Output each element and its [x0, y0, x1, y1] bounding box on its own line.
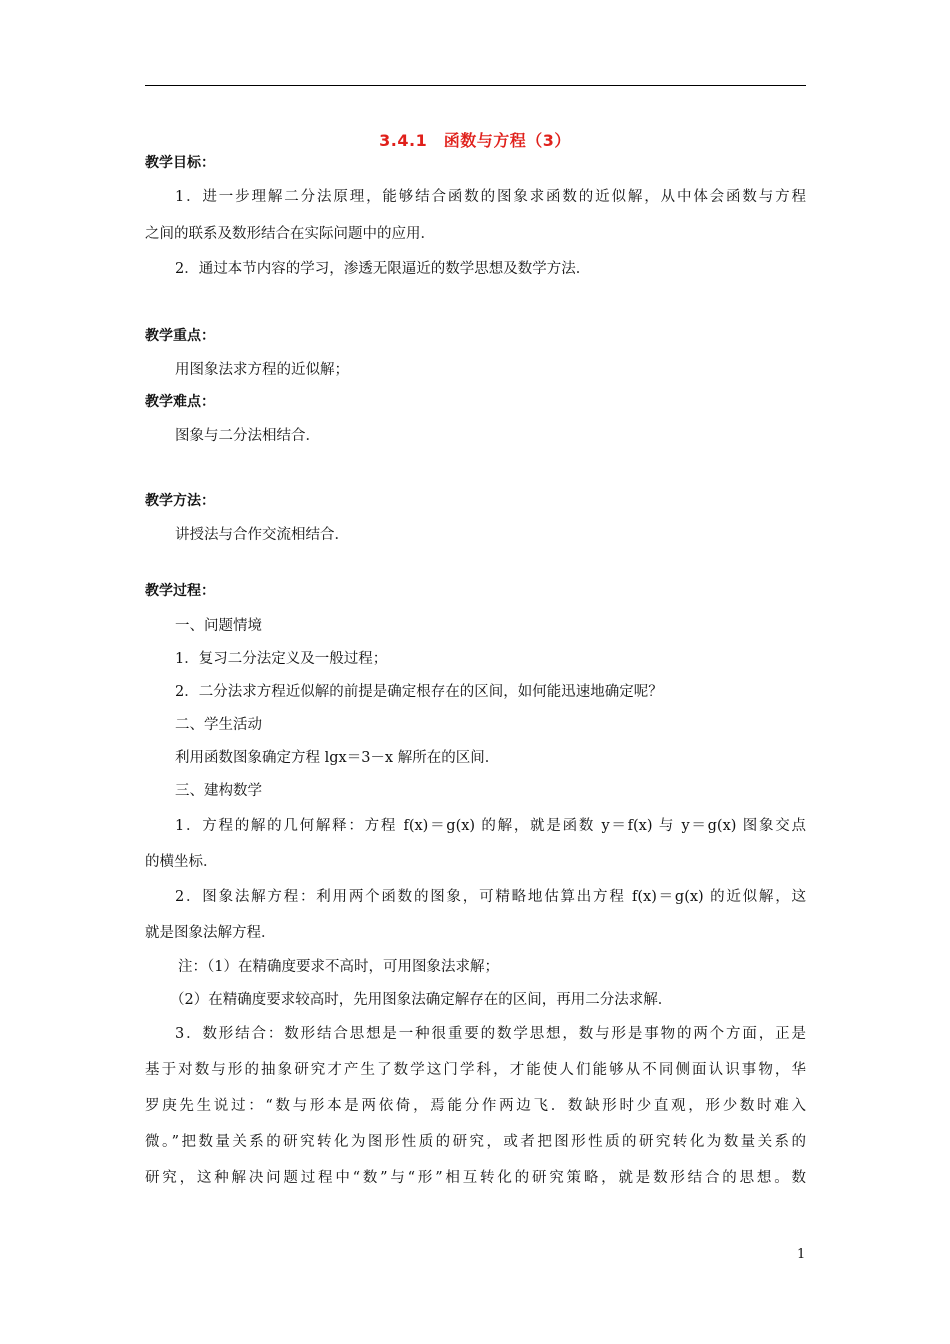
process-line-5: 利用函数图象确定方程 lgx＝3－x 解所在的区间．: [175, 750, 500, 766]
key-points-text: 用图象法求方程的近似解；: [175, 362, 349, 378]
process-line-2: 1．复习二分法定义及一般过程；: [175, 651, 388, 667]
goals-heading: 教学目标：: [145, 155, 215, 171]
document-title: 3.4.1 函数与方程（3）: [379, 131, 571, 150]
process-line-13: 3．数形结合：数形结合思想是一种很重要的数学思想，数与形是事物的两个方面，正是: [175, 1026, 806, 1042]
note-line-1: 注：（1）在精确度要求不高时，可用图象法求解；: [178, 959, 499, 975]
process-line-8: 的横坐标．: [145, 854, 218, 870]
process-line-10: 就是图象法解方程．: [145, 925, 276, 941]
method-heading: 教学方法：: [145, 493, 215, 509]
goals-line-2: 之间的联系及数形结合在实际问题中的应用．: [145, 226, 435, 242]
key-points-heading: 教学重点：: [145, 328, 215, 344]
process-line-4: 二、学生活动: [175, 717, 262, 733]
process-line-9: 2．图象法解方程：利用两个函数的图象，可精略地估算出方程 f(x)＝g(x) 的近似解，这: [175, 889, 806, 905]
process-line-6: 三、建构数学: [175, 783, 262, 799]
process-heading: 教学过程：: [145, 583, 215, 599]
note-line-2: （2）在精确度要求较高时，先用图象法确定解存在的区间，再用二分法求解．: [170, 992, 673, 1008]
method-text: 讲授法与合作交流相结合．: [175, 527, 349, 543]
process-line-14: 基于对数与形的抽象研究才产生了数学这门学科，才能使人们能够从不同侧面认识事物，华: [145, 1062, 806, 1078]
process-line-17: 研究，这种解决问题过程中“数”与“形”相互转化的研究策略，就是数形结合的思想。数: [145, 1170, 806, 1186]
difficulty-text: 图象与二分法相结合．: [175, 428, 320, 444]
difficulty-heading: 教学难点：: [145, 394, 215, 410]
goals-line-3: 2．通过本节内容的学习，渗透无限逼近的数学思想及数学方法．: [175, 261, 591, 277]
process-line-15: 罗庚先生说过：“数与形本是两依倚，焉能分作两边飞．数缺形时少直观，形少数时难入: [145, 1098, 806, 1114]
header-rule: [145, 85, 806, 86]
goals-line-1: 1．进一步理解二分法原理，能够结合函数的图象求函数的近似解，从中体会函数与方程: [175, 189, 806, 205]
process-line-7: 1．方程的解的几何解释：方程 f(x)＝g(x) 的解，就是函数 y＝f(x) 与 y＝g(x) 图象交点: [175, 818, 806, 834]
process-line-16: 微。”把数量关系的研究转化为图形性质的研究，或者把图形性质的研究转化为数量关系的: [145, 1134, 806, 1150]
process-line-1: 一、问题情境: [175, 618, 262, 634]
page-number: 1: [797, 1247, 806, 1262]
process-line-3: 2．二分法求方程近似解的前提是确定根存在的区间，如何能迅速地确定呢？: [175, 684, 663, 700]
